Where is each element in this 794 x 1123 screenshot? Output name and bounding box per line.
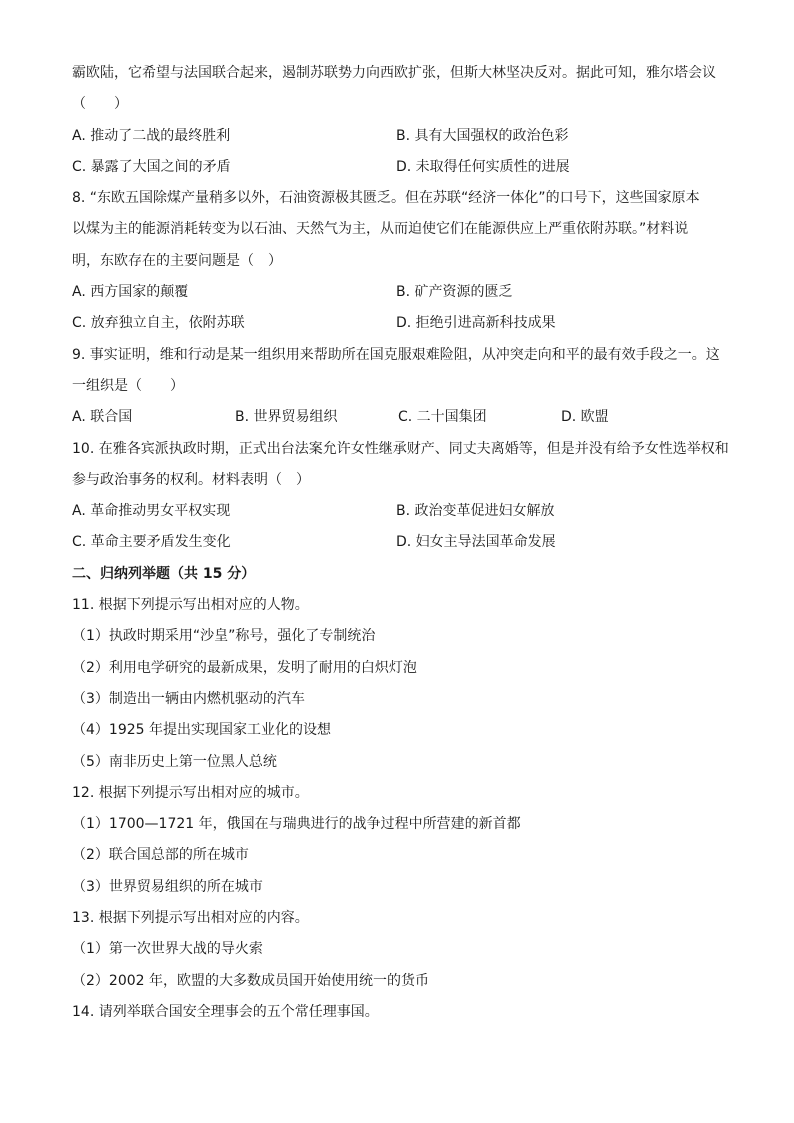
question-stem: 12. 根据下列提示写出相对应的城市。	[72, 784, 309, 801]
question-stem: 11. 根据下列提示写出相对应的人物。	[72, 597, 309, 614]
question-stem: 8. “东欧五国除煤产量稍多以外，石油资源极其匮乏。但在苏联“经济一体化”的口号下，这些国家原本	[72, 190, 700, 207]
question-stem: 10. 在雅各宾派执政时期，正式出台法案允许女性继承财产、同丈夫离婚等，但是并没有给予女性选举权和	[72, 440, 729, 457]
question-14	[72, 997, 724, 1028]
option-d: D. 欧盟	[561, 409, 609, 426]
options-row	[72, 496, 724, 527]
options-row	[72, 402, 724, 433]
list-item: （3）世界贸易组织的所在城市	[72, 878, 263, 895]
list-item: （2）联合国总部的所在城市	[72, 847, 249, 864]
option-c: C. 放弃独立自主，依附苏联	[72, 315, 245, 332]
list-item: （1）1700—1721 年，俄国在与瑞典进行的战争过程中所营建的新首都	[72, 816, 521, 833]
list-item: （4）1925 年提出实现国家工业化的设想	[72, 722, 331, 739]
list-item: （2）2002 年，欧盟的大多数成员国开始使用统一的货币	[72, 972, 429, 989]
option-c: C. 暴露了大国之间的矛盾	[72, 158, 231, 175]
list-item: （1）第一次世界大战的导火索	[72, 941, 263, 958]
options-row	[72, 121, 724, 152]
option-a: A. 革命推动男女平权实现	[72, 503, 231, 520]
option-c: C. 二十国集团	[398, 409, 487, 426]
question-9	[72, 340, 724, 434]
question-7	[72, 58, 724, 183]
list-item: （2）利用电学研究的最新成果，发明了耐用的白炽灯泡	[72, 659, 417, 676]
question-stem: 参与政治事务的权利。材料表明（ ）	[72, 471, 310, 488]
options-row	[72, 308, 724, 339]
option-d: D. 妇女主导法国革命发展	[396, 534, 556, 551]
answer-blank: （ ）	[72, 96, 128, 113]
option-b: B. 世界贸易组织	[235, 409, 338, 426]
option-a: A. 西方国家的颠覆	[72, 284, 189, 301]
option-d: D. 未取得任何实质性的进展	[396, 158, 570, 175]
question-stem: 14. 请列举联合国安全理事会的五个常任理事国。	[72, 1003, 379, 1020]
question-13	[72, 903, 724, 997]
question-12	[72, 778, 724, 903]
options-row	[72, 527, 724, 558]
question-stem: 以煤为主的能源消耗转变为以石油、天然气为主，从而迫使它们在能源供应上严重依附苏联。”材料说	[72, 221, 689, 238]
exam-page	[72, 58, 729, 1028]
option-b: B. 具有大国强权的政治色彩	[396, 127, 569, 144]
option-a: A. 联合国	[72, 409, 133, 426]
option-b: B. 矿产资源的匮乏	[396, 284, 513, 301]
option-d: D. 拒绝引进高新科技成果	[396, 315, 556, 332]
option-b: B. 政治变革促进妇女解放	[396, 503, 555, 520]
question-stem: 明，东欧存在的主要问题是（ ）	[72, 252, 282, 269]
section-title: 二、归纳列举题（共 15 分）	[72, 565, 256, 582]
options-row	[72, 277, 724, 308]
list-item: （1）执政时期采用“沙皇”称号，强化了专制统治	[72, 628, 376, 645]
question-stem: 9. 事实证明，维和行动是某一组织用来帮助所在国克服艰难险阻，从冲突走向和平的最有效手段之一。这	[72, 346, 720, 363]
option-c: C. 革命主要矛盾发生变化	[72, 534, 231, 551]
list-item: （3）制造出一辆由内燃机驱动的汽车	[72, 690, 305, 707]
list-item: （5）南非历史上第一位黑人总统	[72, 753, 277, 770]
question-stem: 霸欧陆，它希望与法国联合起来，遏制苏联势力向西欧扩张，但斯大林坚决反对。据此可知，雅尔塔会议	[72, 65, 716, 81]
question-8	[72, 183, 724, 339]
options-row	[72, 152, 724, 183]
question-10	[72, 434, 729, 559]
question-stem: 13. 根据下列提示写出相对应的内容。	[72, 910, 309, 927]
question-stem: 一组织是（ ）	[72, 377, 184, 394]
question-11	[72, 590, 724, 778]
option-a: A. 推动了二战的最终胜利	[72, 127, 231, 144]
